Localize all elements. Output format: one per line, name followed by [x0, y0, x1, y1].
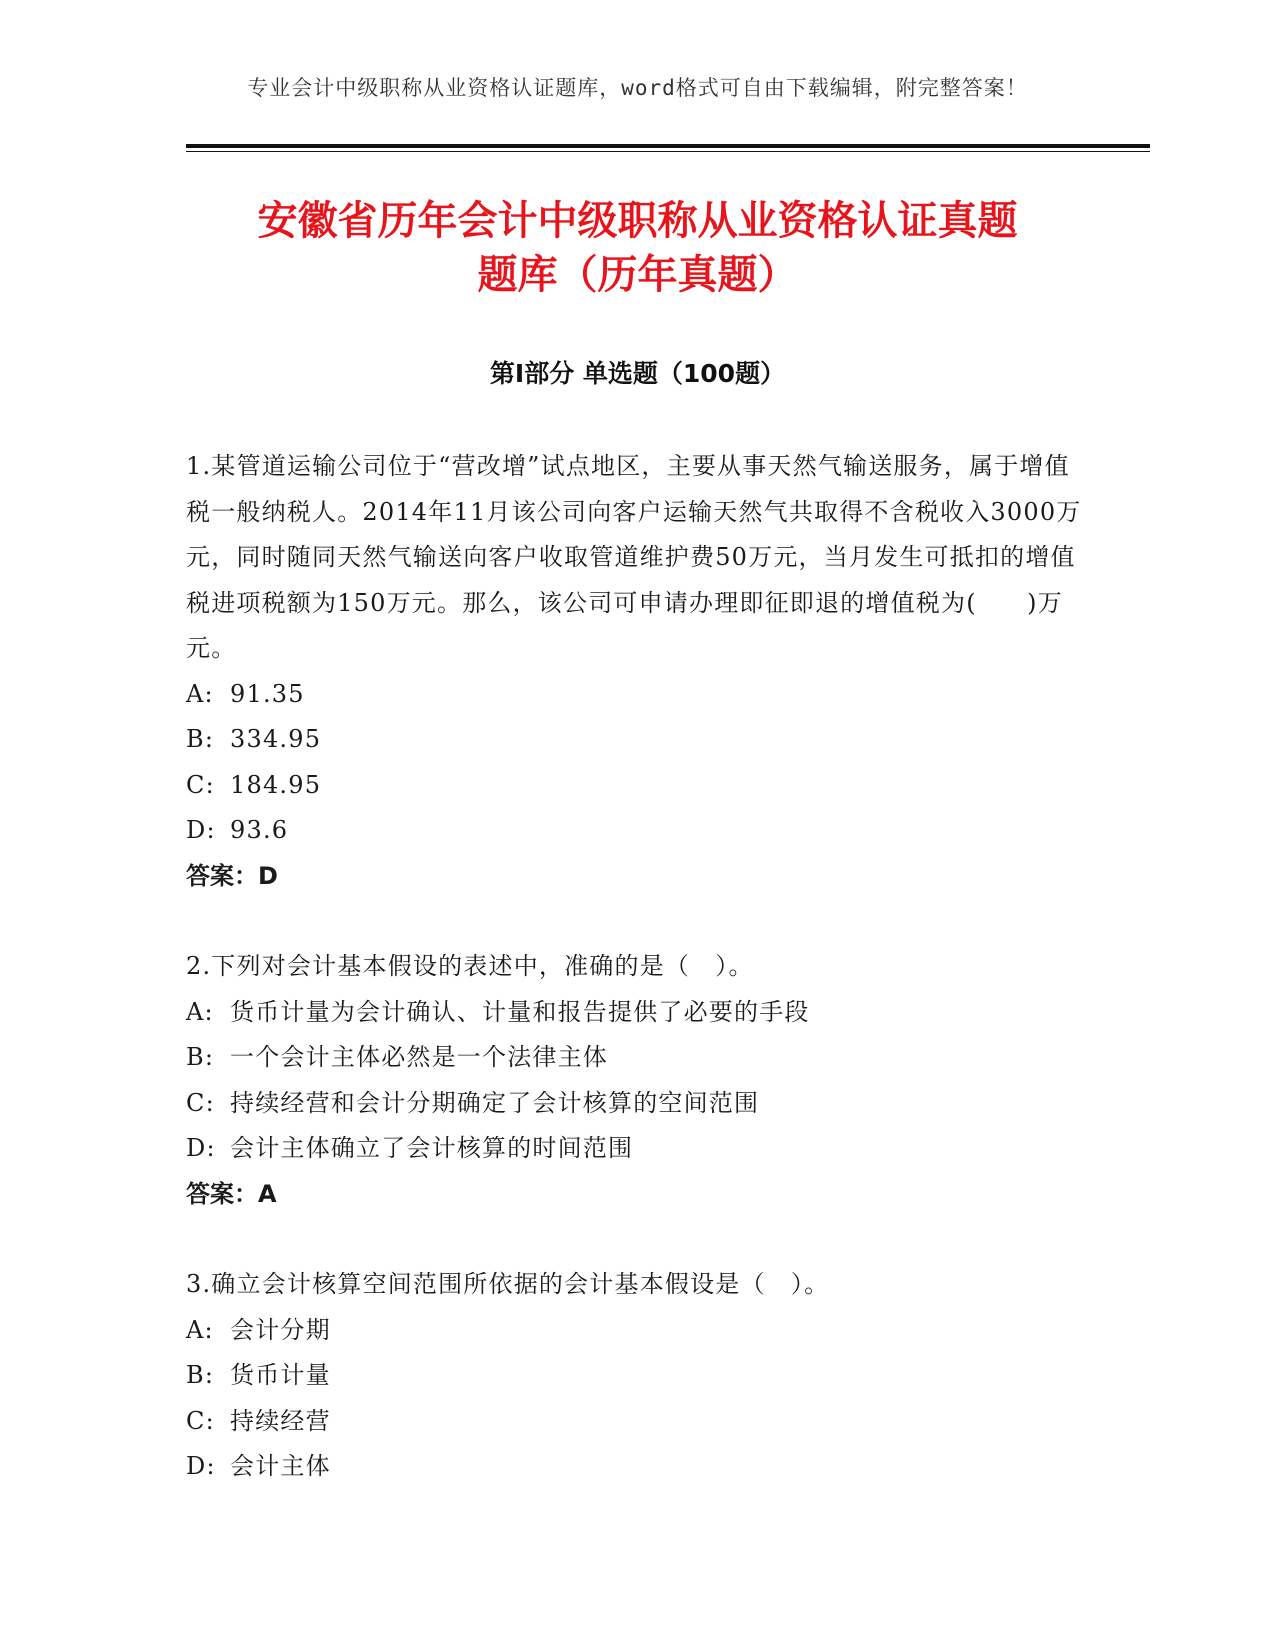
option-b [186, 1353, 1086, 1399]
option-b [186, 1035, 1086, 1081]
question-spacer [186, 899, 1086, 944]
option-a [186, 1308, 1086, 1354]
option-text: 货币计量为会计确认、计量和报告提供了必要的手段 [230, 997, 810, 1026]
question-3 [186, 1262, 1086, 1490]
header-rule-thin [186, 151, 1150, 152]
option-text: 184.95 [230, 770, 322, 799]
option-c [186, 1081, 1086, 1127]
answer-label: 答案：A [186, 1179, 277, 1208]
option-c [186, 1399, 1086, 1445]
option-letter: B: [186, 1361, 215, 1389]
page-header: 专业会计中级职称从业资格认证题库，word格式可自由下载编辑，附完整答案！ [247, 76, 1028, 100]
option-letter: C: [186, 770, 215, 799]
option-letter: C: [186, 1406, 215, 1435]
option-letter: A: [186, 997, 214, 1026]
question-spacer [186, 1217, 1086, 1262]
question-stem: 3.确立会计核算空间范围所依据的会计基本假设是（ ）。 [186, 1270, 830, 1298]
option-text: 334.95 [230, 725, 322, 753]
option-letter: B: [186, 725, 215, 753]
question-2 [186, 944, 1086, 1217]
option-text: 持续经营和会计分期确定了会计核算的空间范围 [230, 1088, 760, 1117]
option-text: 91.35 [230, 679, 305, 708]
option-letter: A: [186, 1315, 214, 1344]
option-text: 会计主体确立了会计核算的时间范围 [230, 1134, 634, 1162]
option-letter: A: [186, 679, 214, 708]
option-letter: D: [186, 1452, 216, 1480]
document-title-line-1: 安徽省历年会计中级职称从业资格认证真题 [257, 198, 1018, 244]
option-text: 货币计量 [230, 1361, 331, 1389]
option-a [186, 672, 1086, 718]
option-letter: C: [186, 1088, 215, 1117]
option-text: 一个会计主体必然是一个法律主体 [230, 1043, 608, 1071]
option-c [186, 763, 1086, 809]
document-title-line-2: 题库（历年真题） [477, 252, 798, 298]
option-text: 持续经营 [230, 1406, 331, 1435]
document-title [186, 194, 1089, 302]
option-text: 93.6 [230, 816, 289, 844]
question-stem: 2.下列对会计基本假设的表述中，准确的是（ ）。 [186, 952, 754, 980]
option-letter: B: [186, 1043, 215, 1071]
option-a [186, 990, 1086, 1036]
option-d [186, 808, 1086, 854]
option-text: 会计主体 [230, 1452, 331, 1480]
option-d [186, 1444, 1086, 1490]
question-stem: 1.某管道运输公司位于“营改增”试点地区，主要从事天然气输送服务，属于增值税一般纳税人。2014年11月该公司向客户运输天然气共取得不含税收入3000万元，同时随同天然气输送向客户收取管道维护费50万元，当月发生可抵扣的增值税进项税额为150万元。那么，该公司可申请办理即征即退的增值税为( )万元。 [186, 452, 1082, 662]
header-rule-thick [186, 144, 1150, 148]
answer-label: 答案：D [186, 861, 278, 890]
option-d [186, 1126, 1086, 1172]
option-b [186, 717, 1086, 763]
option-text: 会计分期 [230, 1315, 331, 1344]
question-list [186, 444, 1086, 1490]
section-title: 第Ⅰ部分 单选题（100题） [489, 359, 786, 388]
question-1 [186, 444, 1086, 899]
option-letter: D: [186, 1134, 216, 1162]
option-letter: D: [186, 816, 216, 844]
